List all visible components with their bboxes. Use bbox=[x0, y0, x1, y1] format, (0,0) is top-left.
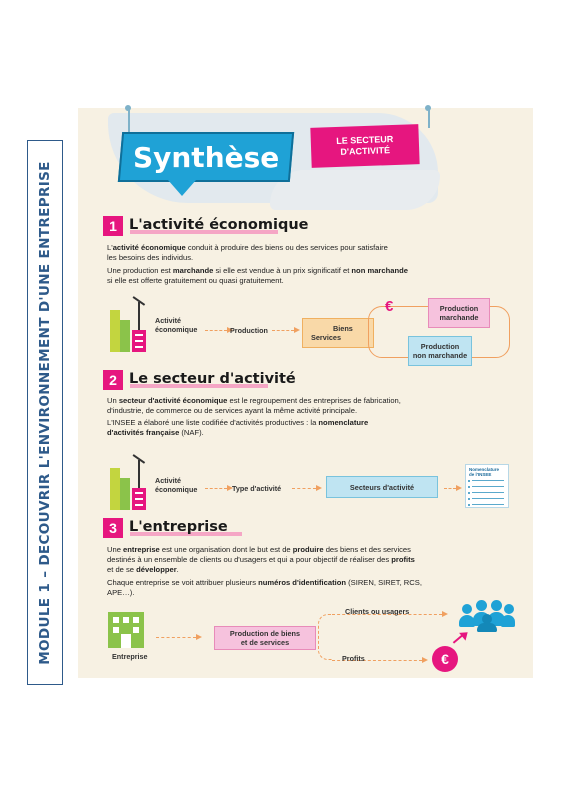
wind-factory-icon bbox=[106, 300, 150, 352]
pin-line-left bbox=[128, 108, 130, 132]
euro-icon: € bbox=[385, 298, 394, 315]
clients-label: Clients ou usagers bbox=[345, 607, 410, 616]
header-paper-decoration-2 bbox=[270, 170, 440, 210]
arrow bbox=[272, 330, 294, 331]
module-banner bbox=[27, 140, 63, 685]
arrow bbox=[205, 488, 227, 489]
section-number: 2 bbox=[103, 370, 123, 390]
company-label: Entreprise bbox=[112, 652, 148, 661]
section-title: L'activité économique bbox=[129, 217, 309, 233]
euro-coin-icon: € bbox=[432, 646, 458, 672]
goods-services-box bbox=[302, 318, 374, 348]
arrow bbox=[205, 330, 227, 331]
market-production-box: Production marchande bbox=[428, 298, 490, 328]
nomenclature-list-icon bbox=[465, 464, 509, 508]
arrow bbox=[156, 637, 196, 638]
production-box: Production de biens et de services bbox=[214, 626, 316, 650]
sectors-box: Secteurs d'activité bbox=[326, 476, 438, 498]
section-number: 3 bbox=[103, 518, 123, 538]
chapter-badge-line2: D'ACTIVITÉ bbox=[340, 145, 391, 157]
company-building-icon bbox=[108, 612, 144, 648]
production-label: Production bbox=[230, 326, 268, 335]
activity-label: Activité économique bbox=[155, 316, 198, 334]
section3-paragraph1: Une entreprise est une organisation dont le but est de produire des biens et des services destinés à un ensemble de clients ou d'usagers et qui a pour objectif de réaliser des profits et de se développer. bbox=[107, 545, 415, 574]
activity-type-label: Type d'activité bbox=[232, 484, 282, 493]
activity-label: Activité économique bbox=[155, 476, 198, 494]
chapter-badge bbox=[310, 124, 419, 168]
people-group-icon bbox=[462, 598, 514, 632]
section2-paragraph2: L'INSEE a élaboré une liste codifiée d'activités productives : la nomenclature d'activités française (NAF). bbox=[107, 418, 369, 437]
branch-connector bbox=[318, 614, 332, 660]
chapter-badge-line1: LE SECTEUR bbox=[336, 134, 394, 146]
section-title: L'entreprise bbox=[129, 519, 228, 535]
pin-icon bbox=[425, 105, 431, 111]
services-label: Services bbox=[311, 333, 342, 342]
profits-label: Profits bbox=[342, 654, 365, 663]
section1-paragraph2: Une production est marchande si elle est vendue à un prix significatif et non marchande si elle est offerte gratuitement ou quasi gratuitement. bbox=[107, 266, 408, 285]
section-title: Le secteur d'activité bbox=[129, 371, 296, 387]
section3-paragraph2: Chaque entreprise se voit attribuer plusieurs numéros d'identification (SIREN, SIRET, RCS, APE…). bbox=[107, 578, 422, 597]
section2-paragraph1: Un secteur d'activité économique est le regroupement des entreprises de fabrication, d'industrie, de commerce ou de services ayant la même activité principale. bbox=[107, 396, 401, 415]
pin-line-right bbox=[428, 108, 430, 128]
non-market-production-box: Production non marchande bbox=[408, 336, 472, 366]
section1-paragraph1: L'activité économique conduit à produire des biens ou des services pour satisfaire les besoins des individus. bbox=[107, 243, 388, 262]
nomenclature-caption: Nomenclature de l'INSEE bbox=[469, 467, 500, 477]
speech-tail bbox=[168, 180, 196, 196]
arrow bbox=[444, 488, 456, 489]
pin-icon bbox=[125, 105, 131, 111]
page-title: Synthèse bbox=[132, 140, 280, 174]
synthesis-title-banner bbox=[118, 132, 294, 182]
wind-factory-icon bbox=[106, 458, 150, 510]
section-number: 1 bbox=[103, 216, 123, 236]
arrow bbox=[292, 488, 316, 489]
module-label: MODULE 1 – DECOUVRIR L'ENVIRONNEMENT D'UNE ENTREPRISE bbox=[37, 160, 53, 665]
goods-label: Biens bbox=[333, 324, 353, 333]
